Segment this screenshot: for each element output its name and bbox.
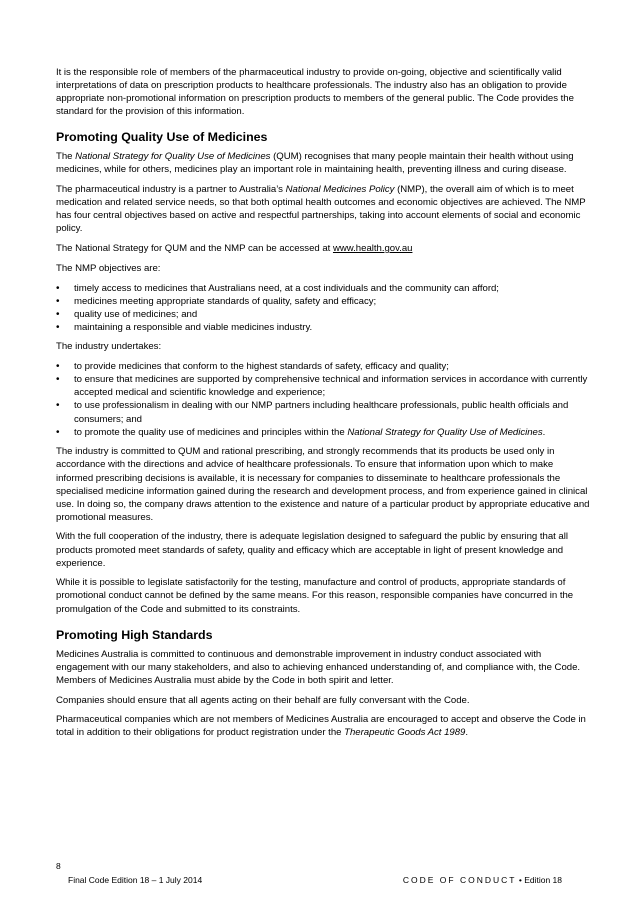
qum-paragraph-3: The National Strategy for QUM and the NMP can be accessed at www.health.gov.au <box>56 243 413 255</box>
qum-paragraph-2: The pharmaceutical industry is a partner to Australia’s National Medicines Policy (NMP), the overall aim of which is to meet medication and related service needs, so that both optimal health outcomes and economic objectives are achieved. The NMP has four central objectives based on active and respectful partnerships, taking into account elements of social and economic policy. <box>56 184 586 235</box>
qum-paragraph-4: The industry is committed to QUM and rational prescribing, and strongly recommends that its products be used only in accordance with the directions and advice of healthcare professionals. To ensure that information upon which to make informed prescribing decisions is available, it is necessary for companies to disseminate to healthcare professionals the specialised medicine information gained during the research and development process, and from experience gained in clinical use. In doing so, the company draws attention to the existence and nature of a particular product by appropriate educative and promotional measures. <box>56 446 590 523</box>
list-item: • quality use of medicines; and <box>56 308 592 321</box>
standards-heading: Promoting High Standards <box>56 627 213 642</box>
footer-code-of-conduct: CODE OF CONDUCT <box>402 875 517 885</box>
nmp-title: National Medicines Policy <box>285 184 395 196</box>
objectives-intro: The NMP objectives are: <box>56 262 161 274</box>
objectives-list <box>56 282 592 334</box>
list-item: • to use professionalism in dealing with our NMP partners including healthcare professionals, public health officials and consumers; and <box>56 399 592 425</box>
list-item: • to ensure that medicines are supported by comprehensive technical and information services in accordance with currently accepted medical and scientific knowledge and experience; <box>56 373 592 399</box>
standards-paragraph-2: Companies should ensure that all agents acting on their behalf are fully conversant with the Code. <box>56 694 470 706</box>
footer-edition-text: Final Code Edition 18 – 1 July 2014 <box>68 875 203 885</box>
standards-paragraph-3: Pharmaceutical companies which are not members of Medicines Australia are encouraged to accept and observe the Code in total in addition to their obligations for product registration under the Therapeutic Goods Act 1989. <box>56 714 586 739</box>
qum-paragraph-1: The National Strategy for Quality Use of Medicines (QUM) recognises that many people maintain their health without using medicines, while for others, medicines play an important role in maintaining health, preventing illness and curing disease. <box>56 151 574 176</box>
footer-bullet: • <box>518 875 522 885</box>
list-item: • medicines meeting appropriate standards of quality, safety and efficacy; <box>56 295 592 308</box>
qum-paragraph-6: While it is possible to legislate satisfactorily for the testing, manufacture and control of products, appropriate standards of promotional conduct cannot be defined by the same means. For this reason, responsible companies have concurred in the promulgation of the Code and submitted to its constraints. <box>56 577 574 615</box>
list-item: • maintaining a responsible and viable medicines industry. <box>56 321 592 334</box>
list-item: • to promote the quality use of medicines and principles within the National Strategy for Quality Use of Medicines. <box>56 426 592 439</box>
footer-edition: Edition 18 <box>524 875 562 885</box>
footer-right <box>403 875 562 885</box>
page-content <box>56 66 592 746</box>
list-item: • timely access to medicines that Australians need, at a cost individuals and the community can afford; <box>56 282 592 295</box>
standards-paragraph-1: Medicines Australia is committed to continuous and demonstrable improvement in industry conduct associated with engagement with our many stakeholders, and also to achieving enhanced understanding of, and compliance with, the Code. Members of Medicines Australia must abide by the Code in both spirit and letter. <box>56 648 581 686</box>
qum-heading: Promoting Quality Use of Medicines <box>56 130 268 145</box>
intro-paragraph: It is the responsible role of members of the pharmaceutical industry to provide on-going, objective and scientifically valid interpretations of data on prescription products to healthcare professionals. The industry also has an obligation to provide appropriate non-promotional information on prescription products to members of the general public. The Code provides the standard for the provision of this information. <box>56 67 574 118</box>
undertakes-intro: The industry undertakes: <box>56 341 162 353</box>
qum-paragraph-5: With the full cooperation of the industry, there is adequate legislation designed to safeguard the public by ensuring that all products promoted meet standards of safety, quality and efficacy which are acceptable in light of present knowledge and experience. <box>56 531 568 569</box>
list-item: • to provide medicines that conform to the highest standards of safety, efficacy and quality; <box>56 360 592 373</box>
page-number: 8 <box>56 861 61 871</box>
undertakes-list <box>56 360 592 439</box>
qum-strategy-title: National Strategy for Quality Use of Medicines <box>75 151 271 163</box>
health-website-link[interactable]: www.health.gov.au <box>332 243 413 255</box>
act-title: Therapeutic Goods Act 1989 <box>344 727 466 739</box>
